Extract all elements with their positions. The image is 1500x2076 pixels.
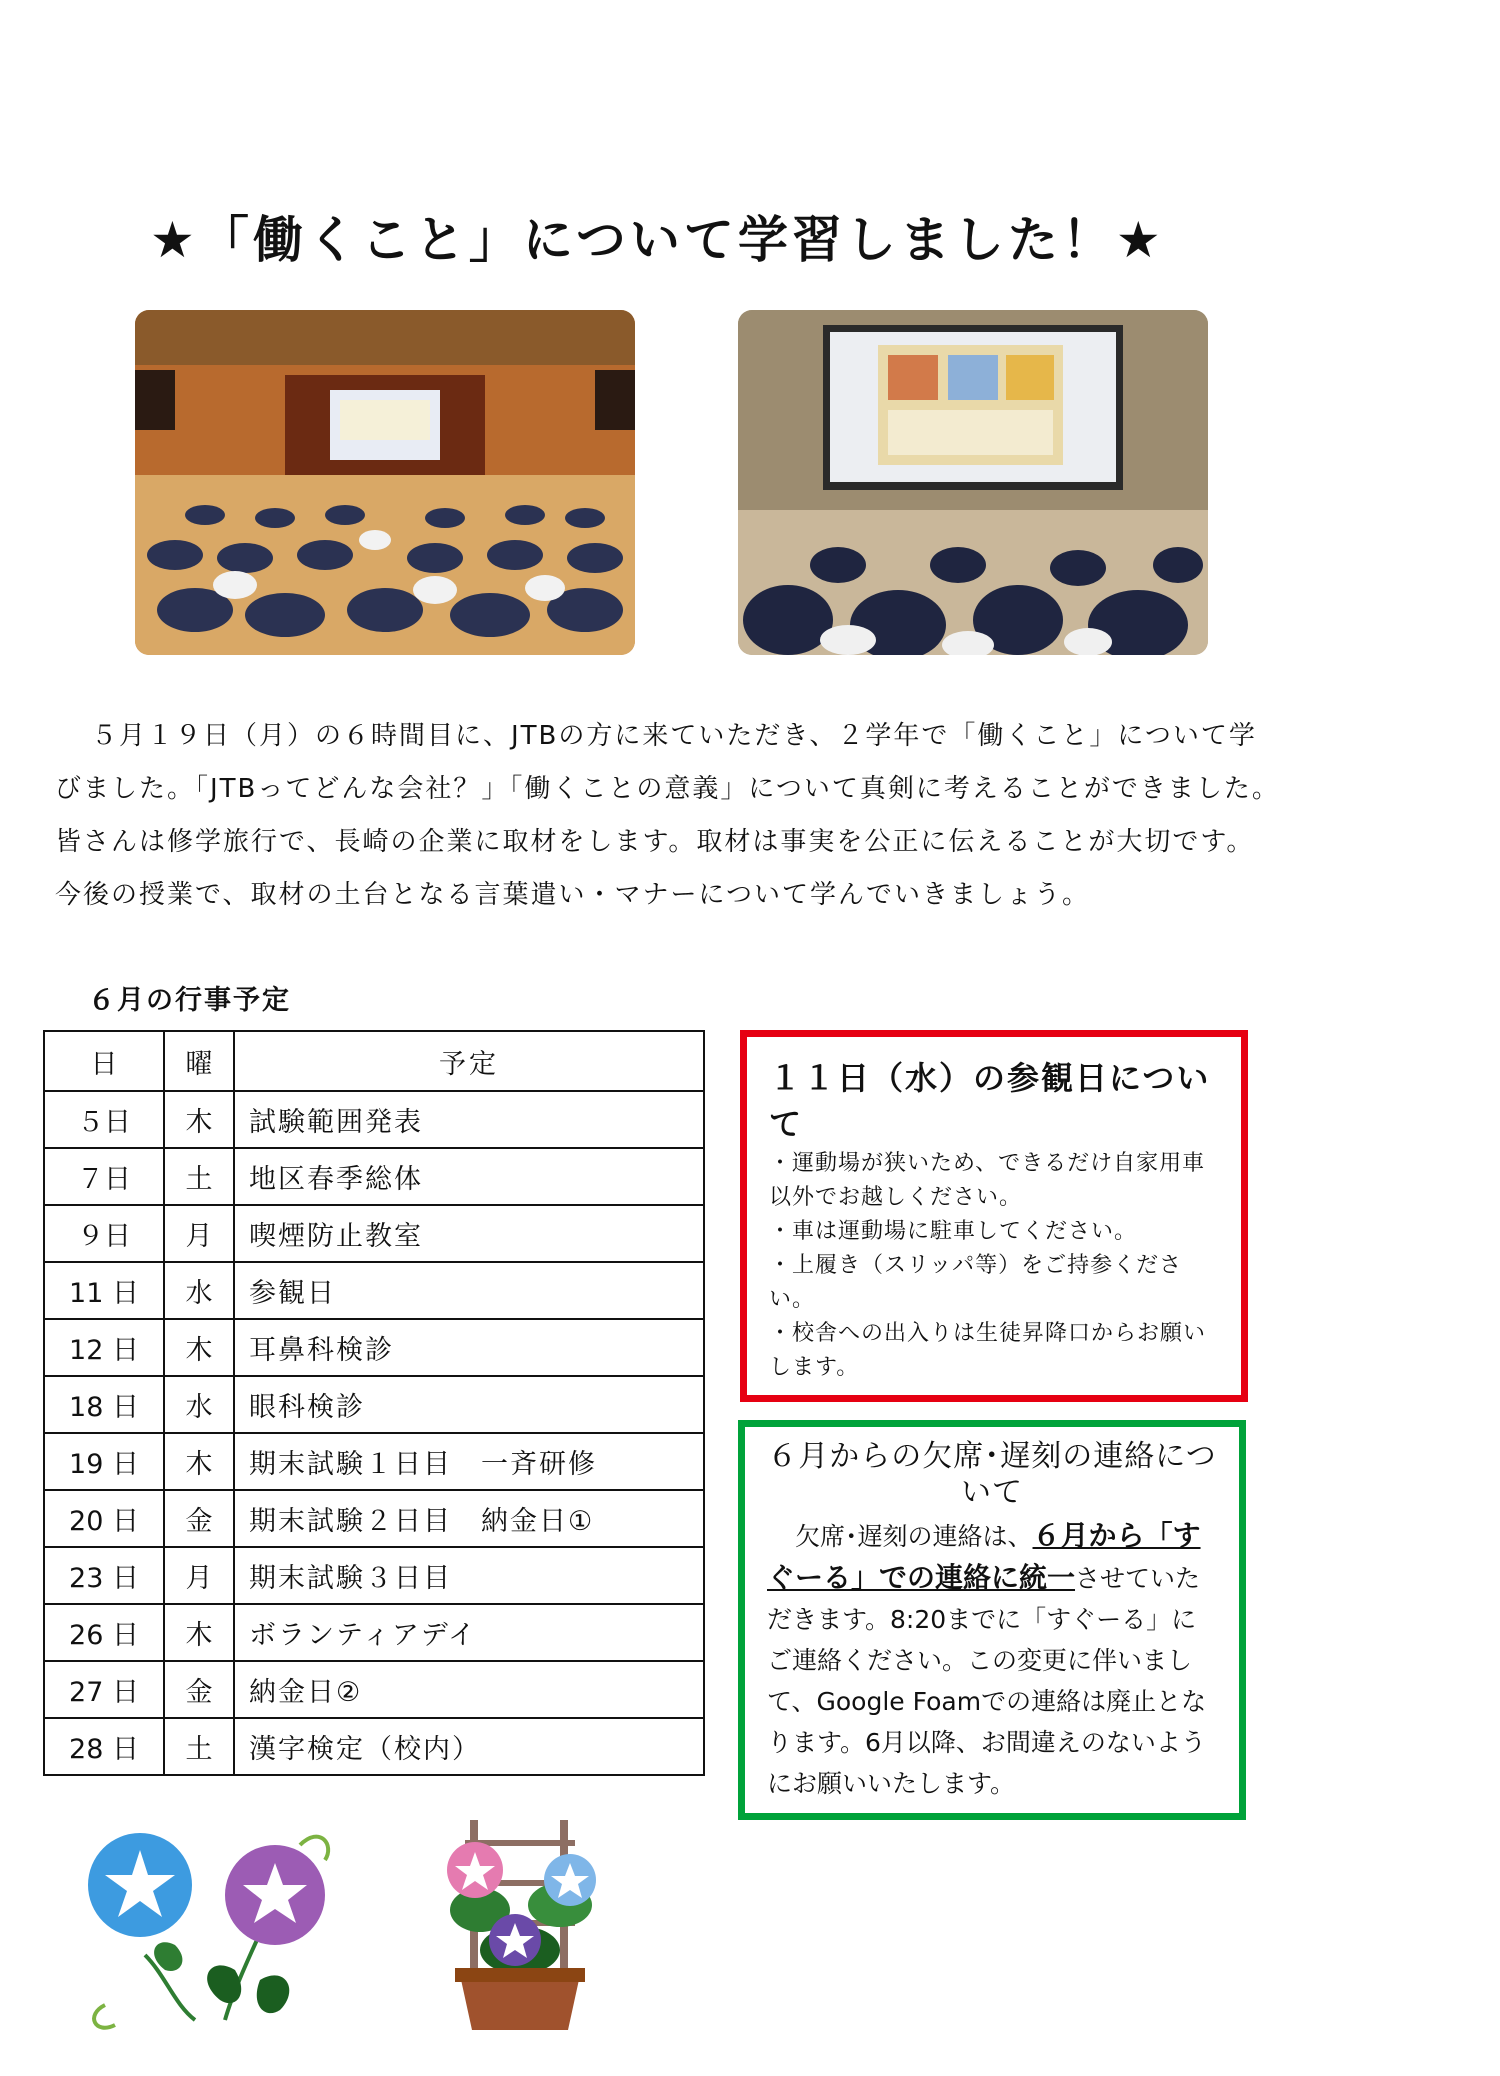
event-day: 12 日 bbox=[44, 1319, 164, 1376]
paragraph-line: ５月１９日（月）の６時間目に、JTBの方に来ていただき、２学年で「働くこと」について学 bbox=[91, 721, 1257, 751]
event-weekday: 木 bbox=[164, 1433, 234, 1490]
event-weekday: 水 bbox=[164, 1262, 234, 1319]
paragraph-line: 今後の授業で、取材の土台となる言葉遣い・マナーについて学んでいきましょう。 bbox=[55, 880, 1090, 910]
table-row bbox=[44, 1547, 704, 1604]
event-plan: 期末試験２日目 納金日① bbox=[234, 1490, 704, 1547]
event-day: ５日 bbox=[44, 1091, 164, 1148]
event-weekday: 金 bbox=[164, 1490, 234, 1547]
visit-day-notice-item: ・校舎への出入りは生徒昇降口からお願いします。 bbox=[769, 1321, 1207, 1380]
event-day: 28 日 bbox=[44, 1718, 164, 1775]
visit-day-notice-item: ・車は運動場に駐車してください。 bbox=[769, 1219, 1138, 1244]
event-weekday: 月 bbox=[164, 1547, 234, 1604]
event-plan: 参観日 bbox=[234, 1262, 704, 1319]
event-plan: 喫煙防止教室 bbox=[234, 1205, 704, 1262]
event-plan: 期末試験３日目 bbox=[234, 1547, 704, 1604]
table-row bbox=[44, 1376, 704, 1433]
event-plan: 地区春季総体 bbox=[234, 1148, 704, 1205]
event-day: 20 日 bbox=[44, 1490, 164, 1547]
event-weekday: 木 bbox=[164, 1319, 234, 1376]
event-day: 27 日 bbox=[44, 1661, 164, 1718]
event-plan: 期末試験１日目 一斉研修 bbox=[234, 1433, 704, 1490]
event-day: 11 日 bbox=[44, 1262, 164, 1319]
article-paragraph bbox=[55, 710, 1385, 922]
event-day: ７日 bbox=[44, 1148, 164, 1205]
event-plan: 漢字検定（校内） bbox=[234, 1718, 704, 1775]
event-plan: 耳鼻科検診 bbox=[234, 1319, 704, 1376]
event-weekday: 木 bbox=[164, 1091, 234, 1148]
table-header-row bbox=[44, 1031, 704, 1091]
event-plan: 試験範囲発表 bbox=[234, 1091, 704, 1148]
table-row bbox=[44, 1262, 704, 1319]
column-header-day: 日 bbox=[44, 1031, 164, 1091]
potted-morning-glory-illustration bbox=[420, 1800, 620, 2035]
table-row bbox=[44, 1205, 704, 1262]
page-title: ★「働くこと」について学習しました！★ bbox=[150, 211, 1165, 269]
event-plan: 眼科検診 bbox=[234, 1376, 704, 1433]
event-plan: ボランティアデイ bbox=[234, 1604, 704, 1661]
absence-text-body: させていただきます。8:20までに「すぐーる」にご連絡ください。この変更に伴いまして、Google Foamでの連絡は廃止となります。6月以降、お間違えのないようにお願いいたします。 bbox=[767, 1564, 1207, 1798]
events-heading: ６月の行事予定 bbox=[88, 985, 291, 1016]
table-row bbox=[44, 1319, 704, 1376]
event-weekday: 木 bbox=[164, 1604, 234, 1661]
gymnasium-lecture-photo bbox=[135, 310, 635, 655]
column-header-weekday: 曜 bbox=[164, 1031, 234, 1091]
event-weekday: 月 bbox=[164, 1205, 234, 1262]
visit-day-notice-item: ・運動場が狭いため、できるだけ自家用車以外でお越しください。 bbox=[769, 1151, 1206, 1210]
table-row bbox=[44, 1433, 704, 1490]
table-row bbox=[44, 1661, 704, 1718]
visit-day-notice-title: １１日（水）の参観日について bbox=[769, 1059, 1211, 1143]
absence-text-emphasis: ６月から「すぐーる」での連絡に統一 bbox=[767, 1519, 1201, 1594]
table-row bbox=[44, 1490, 704, 1547]
event-day: 19 日 bbox=[44, 1433, 164, 1490]
morning-glory-illustration bbox=[85, 1805, 355, 2035]
events-table bbox=[43, 1030, 705, 1776]
event-weekday: 水 bbox=[164, 1376, 234, 1433]
screen-presentation-photo bbox=[738, 310, 1208, 655]
table-row bbox=[44, 1091, 704, 1148]
absence-contact-notice bbox=[738, 1420, 1246, 1820]
paragraph-line: びました。「JTBってどんな会社？」「働くことの意義」について真剣に考えることができました。 bbox=[55, 774, 1280, 804]
event-weekday: 土 bbox=[164, 1148, 234, 1205]
paragraph-line: 皆さんは修学旅行で、長崎の企業に取材をします。取材は事実を公正に伝えることが大切です。 bbox=[55, 827, 1255, 857]
event-plan: 納金日② bbox=[234, 1661, 704, 1718]
table-row bbox=[44, 1148, 704, 1205]
table-row bbox=[44, 1604, 704, 1661]
event-day: 18 日 bbox=[44, 1376, 164, 1433]
visit-day-notice bbox=[740, 1030, 1248, 1402]
visit-day-notice-item: ・上履き（スリッパ等）をご持参ください。 bbox=[769, 1253, 1183, 1312]
absence-text-intro: 欠席･遅刻の連絡は、 bbox=[795, 1522, 1033, 1551]
absence-contact-notice-text bbox=[767, 1515, 1217, 1804]
event-day: 26 日 bbox=[44, 1604, 164, 1661]
event-weekday: 金 bbox=[164, 1661, 234, 1718]
event-weekday: 土 bbox=[164, 1718, 234, 1775]
event-day: ９日 bbox=[44, 1205, 164, 1262]
event-day: 23 日 bbox=[44, 1547, 164, 1604]
absence-contact-notice-title: ６月からの欠席･遅刻の連絡について bbox=[767, 1439, 1217, 1510]
table-row bbox=[44, 1718, 704, 1775]
column-header-plan: 予定 bbox=[234, 1031, 704, 1091]
